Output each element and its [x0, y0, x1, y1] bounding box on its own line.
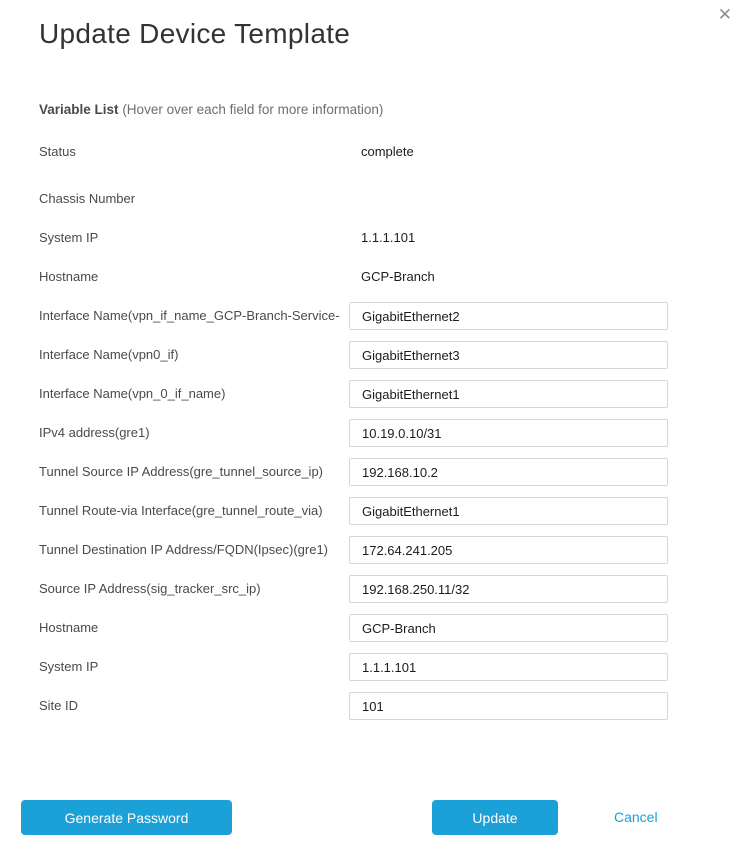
field-label: IPv4 address(gre1) [39, 425, 150, 440]
field-value: GCP-Branch [361, 269, 435, 284]
generate-password-button[interactable]: Generate Password [21, 800, 232, 835]
field-row [39, 302, 668, 330]
field-row [39, 138, 668, 166]
field-row [39, 575, 668, 603]
field-input[interactable] [349, 692, 668, 720]
field-label: Tunnel Route-via Interface(gre_tunnel_route_via) [39, 503, 323, 518]
field-input[interactable] [349, 653, 668, 681]
field-label: Hostname [39, 620, 99, 635]
field-label: Chassis Number [39, 191, 136, 206]
variable-list-form [39, 138, 668, 731]
variable-list-heading [39, 102, 383, 117]
field-row [39, 692, 668, 720]
field-value: complete [361, 144, 414, 159]
field-label: Status [39, 144, 76, 159]
field-label: Interface Name(vpn_0_if_name) [39, 386, 226, 401]
field-input[interactable] [349, 614, 668, 642]
variable-list-label: Variable List [39, 102, 119, 117]
field-input[interactable] [349, 302, 668, 330]
variable-list-hint: (Hover over each field for more information) [122, 102, 384, 117]
field-label: Interface Name(vpn_if_name_GCP-Branch-Service- [39, 308, 340, 323]
field-row [39, 263, 668, 291]
dialog-title: Update Device Template [39, 18, 351, 49]
field-label: Interface Name(vpn0_if) [39, 347, 179, 362]
field-input[interactable] [349, 380, 668, 408]
field-label: Source IP Address(sig_tracker_src_ip) [39, 581, 261, 596]
field-label: Tunnel Source IP Address(gre_tunnel_source_ip) [39, 464, 324, 479]
update-button[interactable]: Update [432, 800, 558, 835]
field-row [39, 653, 668, 681]
field-row [39, 614, 668, 642]
field-label: Site ID [39, 698, 79, 713]
field-input[interactable] [349, 458, 668, 486]
field-label: System IP [39, 230, 99, 245]
field-label: System IP [39, 659, 99, 674]
field-input[interactable] [349, 536, 668, 564]
field-label: Hostname [39, 269, 99, 284]
field-row [39, 497, 668, 525]
field-row [39, 185, 668, 213]
cancel-link[interactable]: Cancel [614, 809, 658, 825]
close-icon[interactable]: ✕ [717, 5, 732, 24]
field-input[interactable] [349, 341, 668, 369]
field-row [39, 419, 668, 447]
field-value [349, 185, 668, 213]
field-input[interactable] [349, 575, 668, 603]
field-row [39, 380, 668, 408]
field-value: 1.1.1.101 [361, 230, 416, 245]
field-row [39, 341, 668, 369]
field-row [39, 536, 668, 564]
field-input[interactable] [349, 419, 668, 447]
field-label: Tunnel Destination IP Address/FQDN(Ipsec)(gre1) [39, 542, 329, 557]
field-input[interactable] [349, 497, 668, 525]
field-row [39, 224, 668, 252]
field-row [39, 458, 668, 486]
dialog-footer [0, 800, 752, 835]
